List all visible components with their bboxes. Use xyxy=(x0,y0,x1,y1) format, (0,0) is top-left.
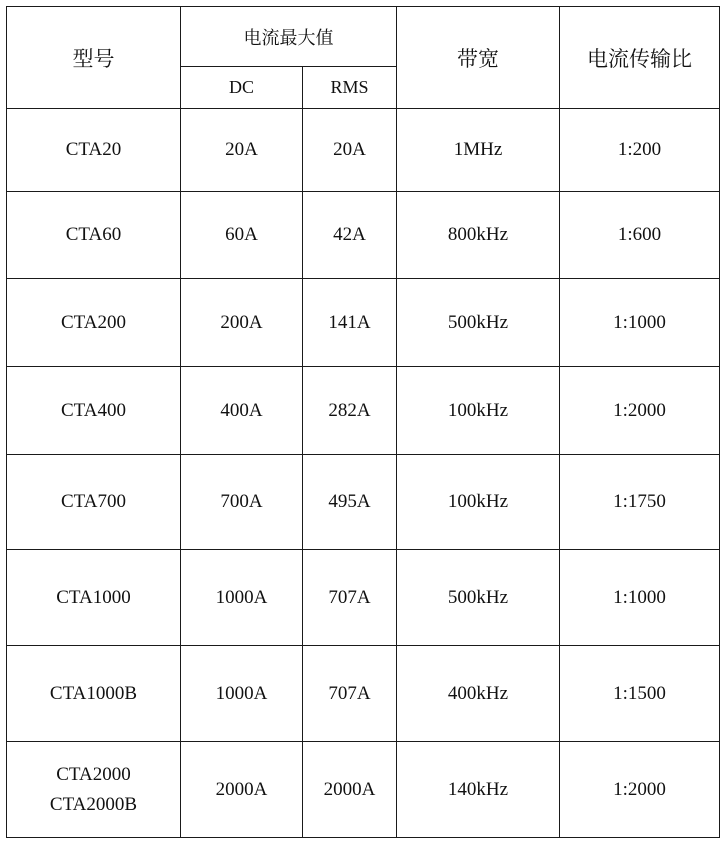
header-ratio: 电流传输比 xyxy=(560,7,720,109)
cell-bandwidth: 800kHz xyxy=(397,192,560,279)
header-rms: RMS xyxy=(303,67,397,109)
cell-model xyxy=(7,109,181,192)
cell-model xyxy=(7,742,181,838)
cell-rms: 42A xyxy=(303,192,397,279)
model-name: CTA60 xyxy=(65,224,122,245)
cell-dc: 20A xyxy=(181,109,303,192)
table-row xyxy=(7,367,720,455)
cell-dc: 700A xyxy=(181,455,303,550)
cell-ratio: 1:1000 xyxy=(560,279,720,367)
cell-rms: 495A xyxy=(303,455,397,550)
spec-table xyxy=(6,6,720,838)
header-row-1 xyxy=(7,7,720,67)
table-row xyxy=(7,192,720,279)
model-name: CTA1000B xyxy=(49,682,138,704)
model-name: CTA2000B xyxy=(49,793,138,815)
cell-bandwidth: 500kHz xyxy=(397,550,560,646)
cell-ratio: 1:600 xyxy=(560,192,720,279)
cell-model xyxy=(7,550,181,646)
cell-rms: 20A xyxy=(303,109,397,192)
cell-ratio: 1:1000 xyxy=(560,550,720,646)
cell-model xyxy=(7,646,181,742)
table-row xyxy=(7,109,720,192)
cell-ratio: 1:1500 xyxy=(560,646,720,742)
cell-bandwidth: 1MHz xyxy=(397,109,560,192)
header-dc: DC xyxy=(181,67,303,109)
cell-model xyxy=(7,455,181,550)
cell-ratio: 1:200 xyxy=(560,109,720,192)
table-row xyxy=(7,742,720,838)
cell-dc: 1000A xyxy=(181,646,303,742)
model-name: CTA200 xyxy=(61,311,126,333)
model-name: CTA400 xyxy=(61,399,126,421)
cell-dc: 1000A xyxy=(181,550,303,646)
cell-dc: 2000A xyxy=(181,742,303,838)
header-model: 型号 xyxy=(7,7,181,109)
cell-rms: 141A xyxy=(303,279,397,367)
table-row xyxy=(7,279,720,367)
header-bandwidth: 带宽 xyxy=(397,7,560,109)
cell-rms: 282A xyxy=(303,367,397,455)
model-name: CTA700 xyxy=(61,491,126,512)
cell-rms: 707A xyxy=(303,646,397,742)
table-header xyxy=(7,7,720,109)
cell-ratio: 1:2000 xyxy=(560,367,720,455)
table-row xyxy=(7,550,720,646)
cell-dc: 60A xyxy=(181,192,303,279)
model-name: CTA20 xyxy=(65,139,122,160)
cell-bandwidth: 100kHz xyxy=(397,455,560,550)
cell-bandwidth: 400kHz xyxy=(397,646,560,742)
cell-model xyxy=(7,192,181,279)
cell-model xyxy=(7,367,181,455)
table-row xyxy=(7,646,720,742)
model-name: CTA2000 xyxy=(56,763,131,785)
cell-ratio: 1:1750 xyxy=(560,455,720,550)
model-name: CTA1000 xyxy=(56,586,131,608)
cell-bandwidth: 500kHz xyxy=(397,279,560,367)
table-row xyxy=(7,455,720,550)
cell-dc: 200A xyxy=(181,279,303,367)
cell-rms: 2000A xyxy=(303,742,397,838)
cell-bandwidth: 140kHz xyxy=(397,742,560,838)
header-max-current: 电流最大值 xyxy=(181,7,397,67)
cell-dc: 400A xyxy=(181,367,303,455)
cell-rms: 707A xyxy=(303,550,397,646)
cell-model xyxy=(7,279,181,367)
table-body xyxy=(7,109,720,838)
cell-ratio: 1:2000 xyxy=(560,742,720,838)
cell-bandwidth: 100kHz xyxy=(397,367,560,455)
